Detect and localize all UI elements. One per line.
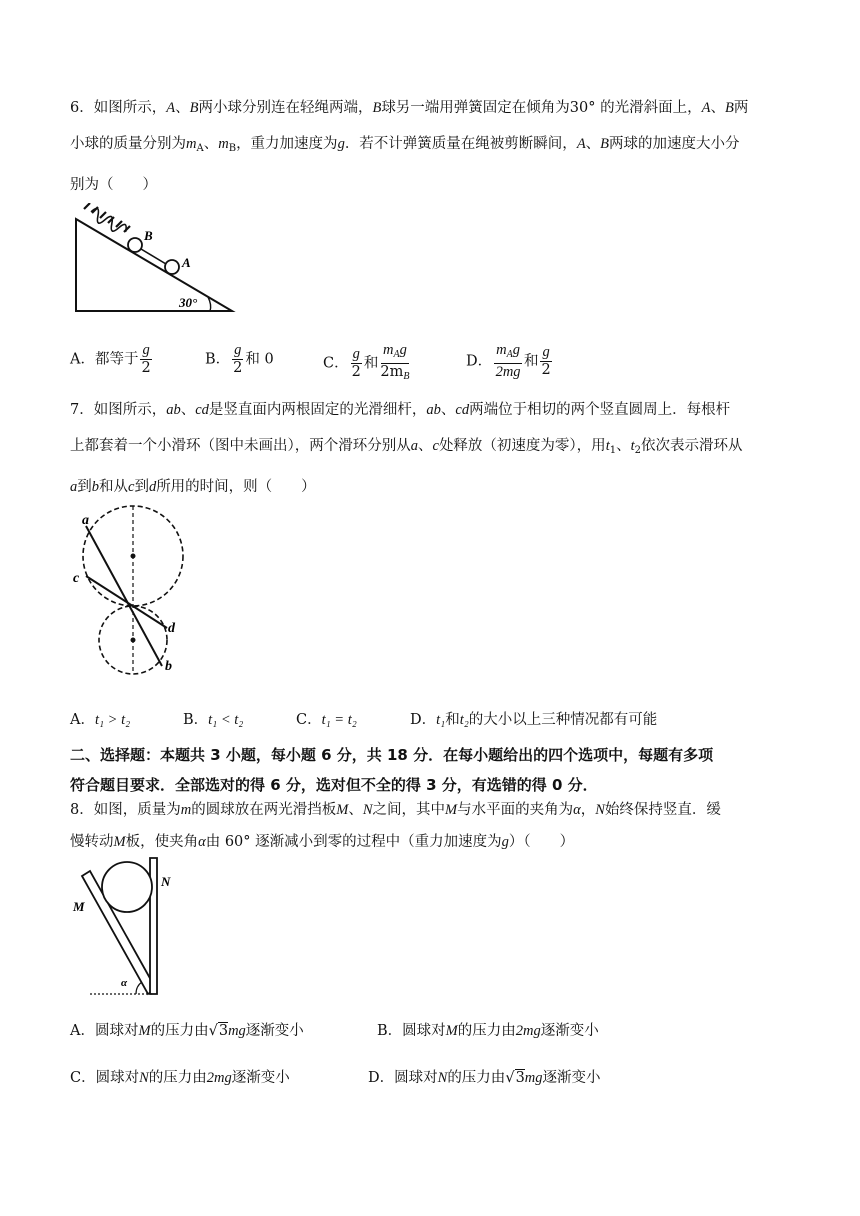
q6-option-b[interactable]: B． $\frac{g}{2}$ 和 0 — [205, 342, 274, 376]
q6-incline-figure — [70, 203, 240, 315]
rope — [141, 249, 166, 264]
label-c: c — [73, 571, 80, 586]
rod-cd — [86, 576, 167, 628]
q6-option-c[interactable]: C． $\frac{g}{2}$ 和 $\frac{m_Ag}{2m_B}$ — [323, 342, 410, 382]
q6-stem — [70, 90, 796, 203]
q6-line3: 别为（ ） — [70, 177, 157, 193]
section2-heading — [70, 740, 796, 800]
q6-line2: 小球的质量分别为$m_A$、$m_B$，重力加速度为g．若不计弹簧质量在绳被剪断瞬间，A、B两球的加速度大小分 — [70, 136, 740, 154]
label-d: d — [168, 621, 175, 636]
q7-options — [70, 704, 796, 744]
q8-option-c[interactable]: C．圆球对N的压力由2mg逐渐变小 — [70, 1070, 290, 1086]
label-n: N — [161, 874, 171, 889]
label-b: b — [165, 659, 172, 674]
q7-option-b[interactable]: B．t₁ < t₂ — [183, 712, 244, 728]
angle-arc — [136, 982, 142, 994]
q6-option-d[interactable]: D． $\frac{m_Ag}{2mg}$ 和 $\frac{g}{2}$ — [466, 342, 551, 380]
label-a: a — [82, 513, 89, 528]
q8-stem — [70, 794, 796, 858]
ball-a — [165, 260, 179, 274]
q7-option-d[interactable]: D．t₁和t₂的大小以上三种情况都有可能 — [410, 712, 658, 728]
q8-line2: 慢转动M板，使夹角α由 60° 逐渐减小到零的过程中（重力加速度为g）（ ） — [70, 834, 575, 850]
q8-line1: 8．如图，质量为m的圆球放在两光滑挡板M、N之间，其中M与水平面的夹角为α，N始终保持竖直．缓 — [70, 802, 721, 818]
q7-stem — [70, 392, 796, 505]
q7-circles-figure — [70, 504, 190, 679]
section2-line2: 符合题目要求．全部选对的得 6 分，选对但不全的得 3 分，有选错的得 0 分． — [70, 776, 598, 794]
q7-line1: 7．如图所示，ab、cd是竖直面内两根固定的光滑细杆，ab、cd两端位于相切的两个竖直圆周上．每根杆 — [70, 402, 731, 418]
q8-option-a[interactable]: A．圆球对M的压力由√3mg逐渐变小 — [70, 1023, 304, 1039]
q6-option-a[interactable]: A．都等于 $\frac{g}{2}$ — [70, 342, 151, 376]
q8-plates-figure — [70, 856, 190, 1001]
q6-line1: 6．如图所示，A、B两小球分别连在轻绳两端，B球另一端用弹簧固定在倾角为30° 的光滑斜面上，A、B两 — [70, 100, 749, 116]
ball — [102, 862, 152, 912]
label-b: B — [144, 228, 153, 243]
section2-line1: 二、选择题：本题共 3 小题，每小题 6 分，共 18 分．在每小题给出的四个选项中，每题有多项 — [70, 746, 714, 764]
q7-line3: a到b和从c到d所用的时间，则（ ） — [70, 479, 316, 495]
label-alpha: α — [121, 977, 128, 989]
q7-line2: 上都套着一个小滑环（图中未画出），两个滑环分别从a、c处释放（初速度为零），用$t_1$、$t_2$依次表示滑环从 — [70, 438, 743, 456]
q6-options — [70, 342, 796, 382]
label-m: M — [73, 899, 85, 914]
rod-ab — [86, 526, 162, 666]
q7-option-c[interactable]: C．t₁ = t₂ — [296, 712, 357, 728]
label-a: A — [182, 255, 191, 270]
q8-options-row2 — [70, 1061, 796, 1101]
q7-option-a[interactable]: A．t₁ > t₂ — [70, 712, 131, 728]
label-angle: 30° — [179, 295, 198, 310]
q8-options-row1 — [70, 1014, 796, 1054]
ball-b — [128, 238, 142, 252]
q8-option-b[interactable]: B．圆球对M的压力由2mg逐渐变小 — [377, 1023, 599, 1039]
q8-option-d[interactable]: D．圆球对N的压力由√3mg逐渐变小 — [368, 1070, 601, 1086]
